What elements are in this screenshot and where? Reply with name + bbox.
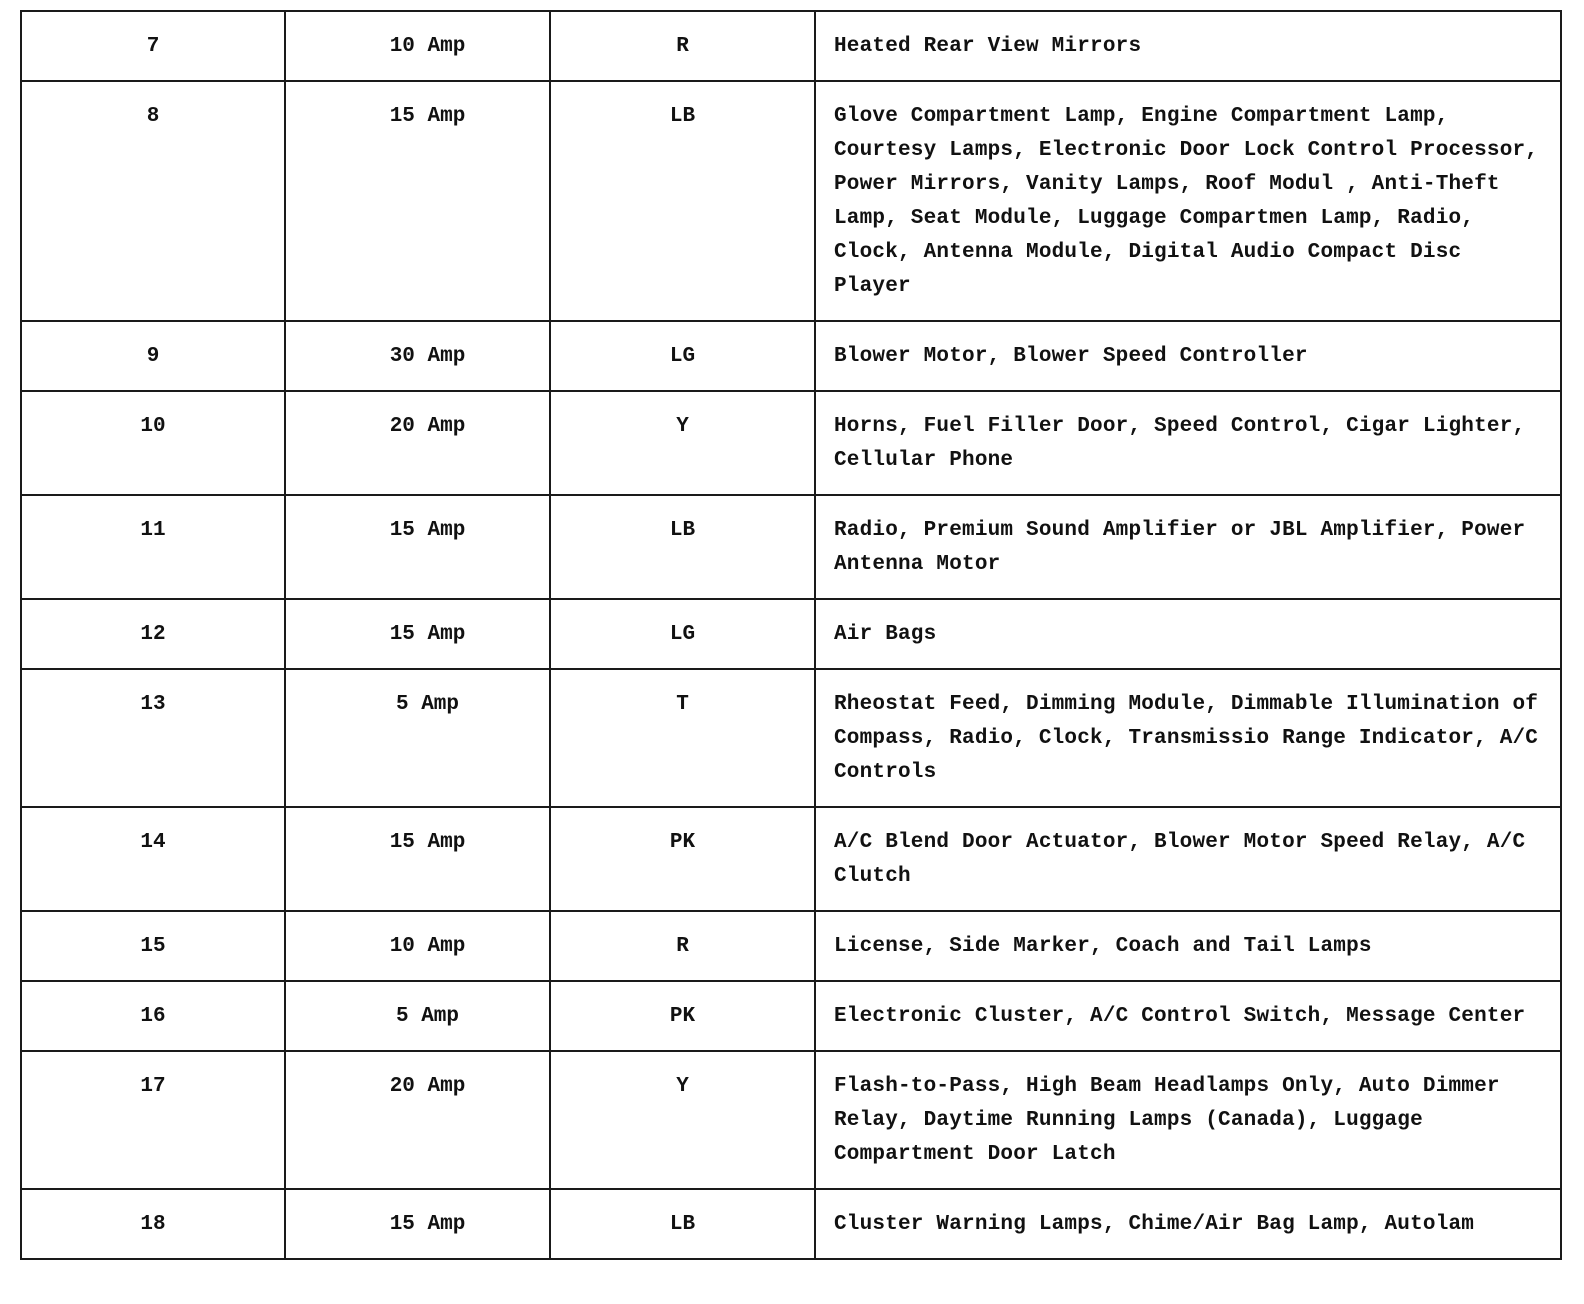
circuits-protected-cell: Blower Motor, Blower Speed Controller bbox=[815, 321, 1561, 391]
wire-color-cell: PK bbox=[550, 807, 815, 911]
wire-color-cell: Y bbox=[550, 1051, 815, 1189]
fuse-number-cell: 12 bbox=[21, 599, 285, 669]
wire-color-cell: LB bbox=[550, 81, 815, 321]
circuits-protected-cell: Flash-to-Pass, High Beam Headlamps Only, Auto Dimmer Relay, Daytime Running Lamps (Canada), Luggage Compartment Door Latch bbox=[815, 1051, 1561, 1189]
circuits-protected-cell: Air Bags bbox=[815, 599, 1561, 669]
amperage-cell: 10 Amp bbox=[285, 911, 550, 981]
table-row bbox=[21, 807, 1561, 911]
circuits-protected-cell: Rheostat Feed, Dimming Module, Dimmable Illumination of Compass, Radio, Clock, Transmissio Range Indicator, A/C Controls bbox=[815, 669, 1561, 807]
fuse-number-cell: 9 bbox=[21, 321, 285, 391]
table-row bbox=[21, 1189, 1561, 1259]
wire-color-cell: T bbox=[550, 669, 815, 807]
fuse-number-cell: 14 bbox=[21, 807, 285, 911]
amperage-cell: 15 Amp bbox=[285, 495, 550, 599]
amperage-cell: 15 Amp bbox=[285, 807, 550, 911]
amperage-cell: 20 Amp bbox=[285, 391, 550, 495]
table-row bbox=[21, 11, 1561, 81]
fuse-number-cell: 11 bbox=[21, 495, 285, 599]
fuse-table bbox=[20, 10, 1562, 1260]
wire-color-cell: PK bbox=[550, 981, 815, 1051]
wire-color-cell: LB bbox=[550, 1189, 815, 1259]
table-row bbox=[21, 81, 1561, 321]
amperage-cell: 30 Amp bbox=[285, 321, 550, 391]
circuits-protected-cell: A/C Blend Door Actuator, Blower Motor Speed Relay, A/C Clutch bbox=[815, 807, 1561, 911]
amperage-cell: 20 Amp bbox=[285, 1051, 550, 1189]
wire-color-cell: LB bbox=[550, 495, 815, 599]
table-row bbox=[21, 495, 1561, 599]
amperage-cell: 10 Amp bbox=[285, 11, 550, 81]
fuse-number-cell: 15 bbox=[21, 911, 285, 981]
table-row bbox=[21, 391, 1561, 495]
circuits-protected-cell: Heated Rear View Mirrors bbox=[815, 11, 1561, 81]
fuse-number-cell: 7 bbox=[21, 11, 285, 81]
amperage-cell: 5 Amp bbox=[285, 981, 550, 1051]
table-row bbox=[21, 669, 1561, 807]
amperage-cell: 5 Amp bbox=[285, 669, 550, 807]
amperage-cell: 15 Amp bbox=[285, 81, 550, 321]
fuse-number-cell: 18 bbox=[21, 1189, 285, 1259]
fuse-number-cell: 16 bbox=[21, 981, 285, 1051]
table-row bbox=[21, 911, 1561, 981]
circuits-protected-cell: Cluster Warning Lamps, Chime/Air Bag Lamp, Autolam bbox=[815, 1189, 1561, 1259]
fuse-number-cell: 8 bbox=[21, 81, 285, 321]
wire-color-cell: R bbox=[550, 911, 815, 981]
table-row bbox=[21, 981, 1561, 1051]
fuse-number-cell: 10 bbox=[21, 391, 285, 495]
fuse-number-cell: 17 bbox=[21, 1051, 285, 1189]
table-row bbox=[21, 1051, 1561, 1189]
fuse-table-body bbox=[21, 11, 1561, 1259]
circuits-protected-cell: License, Side Marker, Coach and Tail Lamps bbox=[815, 911, 1561, 981]
wire-color-cell: LG bbox=[550, 321, 815, 391]
wire-color-cell: LG bbox=[550, 599, 815, 669]
circuits-protected-cell: Radio, Premium Sound Amplifier or JBL Amplifier, Power Antenna Motor bbox=[815, 495, 1561, 599]
table-row bbox=[21, 599, 1561, 669]
amperage-cell: 15 Amp bbox=[285, 599, 550, 669]
wire-color-cell: Y bbox=[550, 391, 815, 495]
fuse-number-cell: 13 bbox=[21, 669, 285, 807]
table-row bbox=[21, 321, 1561, 391]
circuits-protected-cell: Electronic Cluster, A/C Control Switch, Message Center bbox=[815, 981, 1561, 1051]
circuits-protected-cell: Horns, Fuel Filler Door, Speed Control, Cigar Lighter, Cellular Phone bbox=[815, 391, 1561, 495]
wire-color-cell: R bbox=[550, 11, 815, 81]
amperage-cell: 15 Amp bbox=[285, 1189, 550, 1259]
circuits-protected-cell: Glove Compartment Lamp, Engine Compartment Lamp, Courtesy Lamps, Electronic Door Lock Control Processor, Power Mirrors, Vanity Lamps, Roof Modul , Anti-Theft Lamp, Seat Module, Luggage Compartmen Lamp, Radio, Clock, Antenna Module, Digital Audio Compact Disc Player bbox=[815, 81, 1561, 321]
